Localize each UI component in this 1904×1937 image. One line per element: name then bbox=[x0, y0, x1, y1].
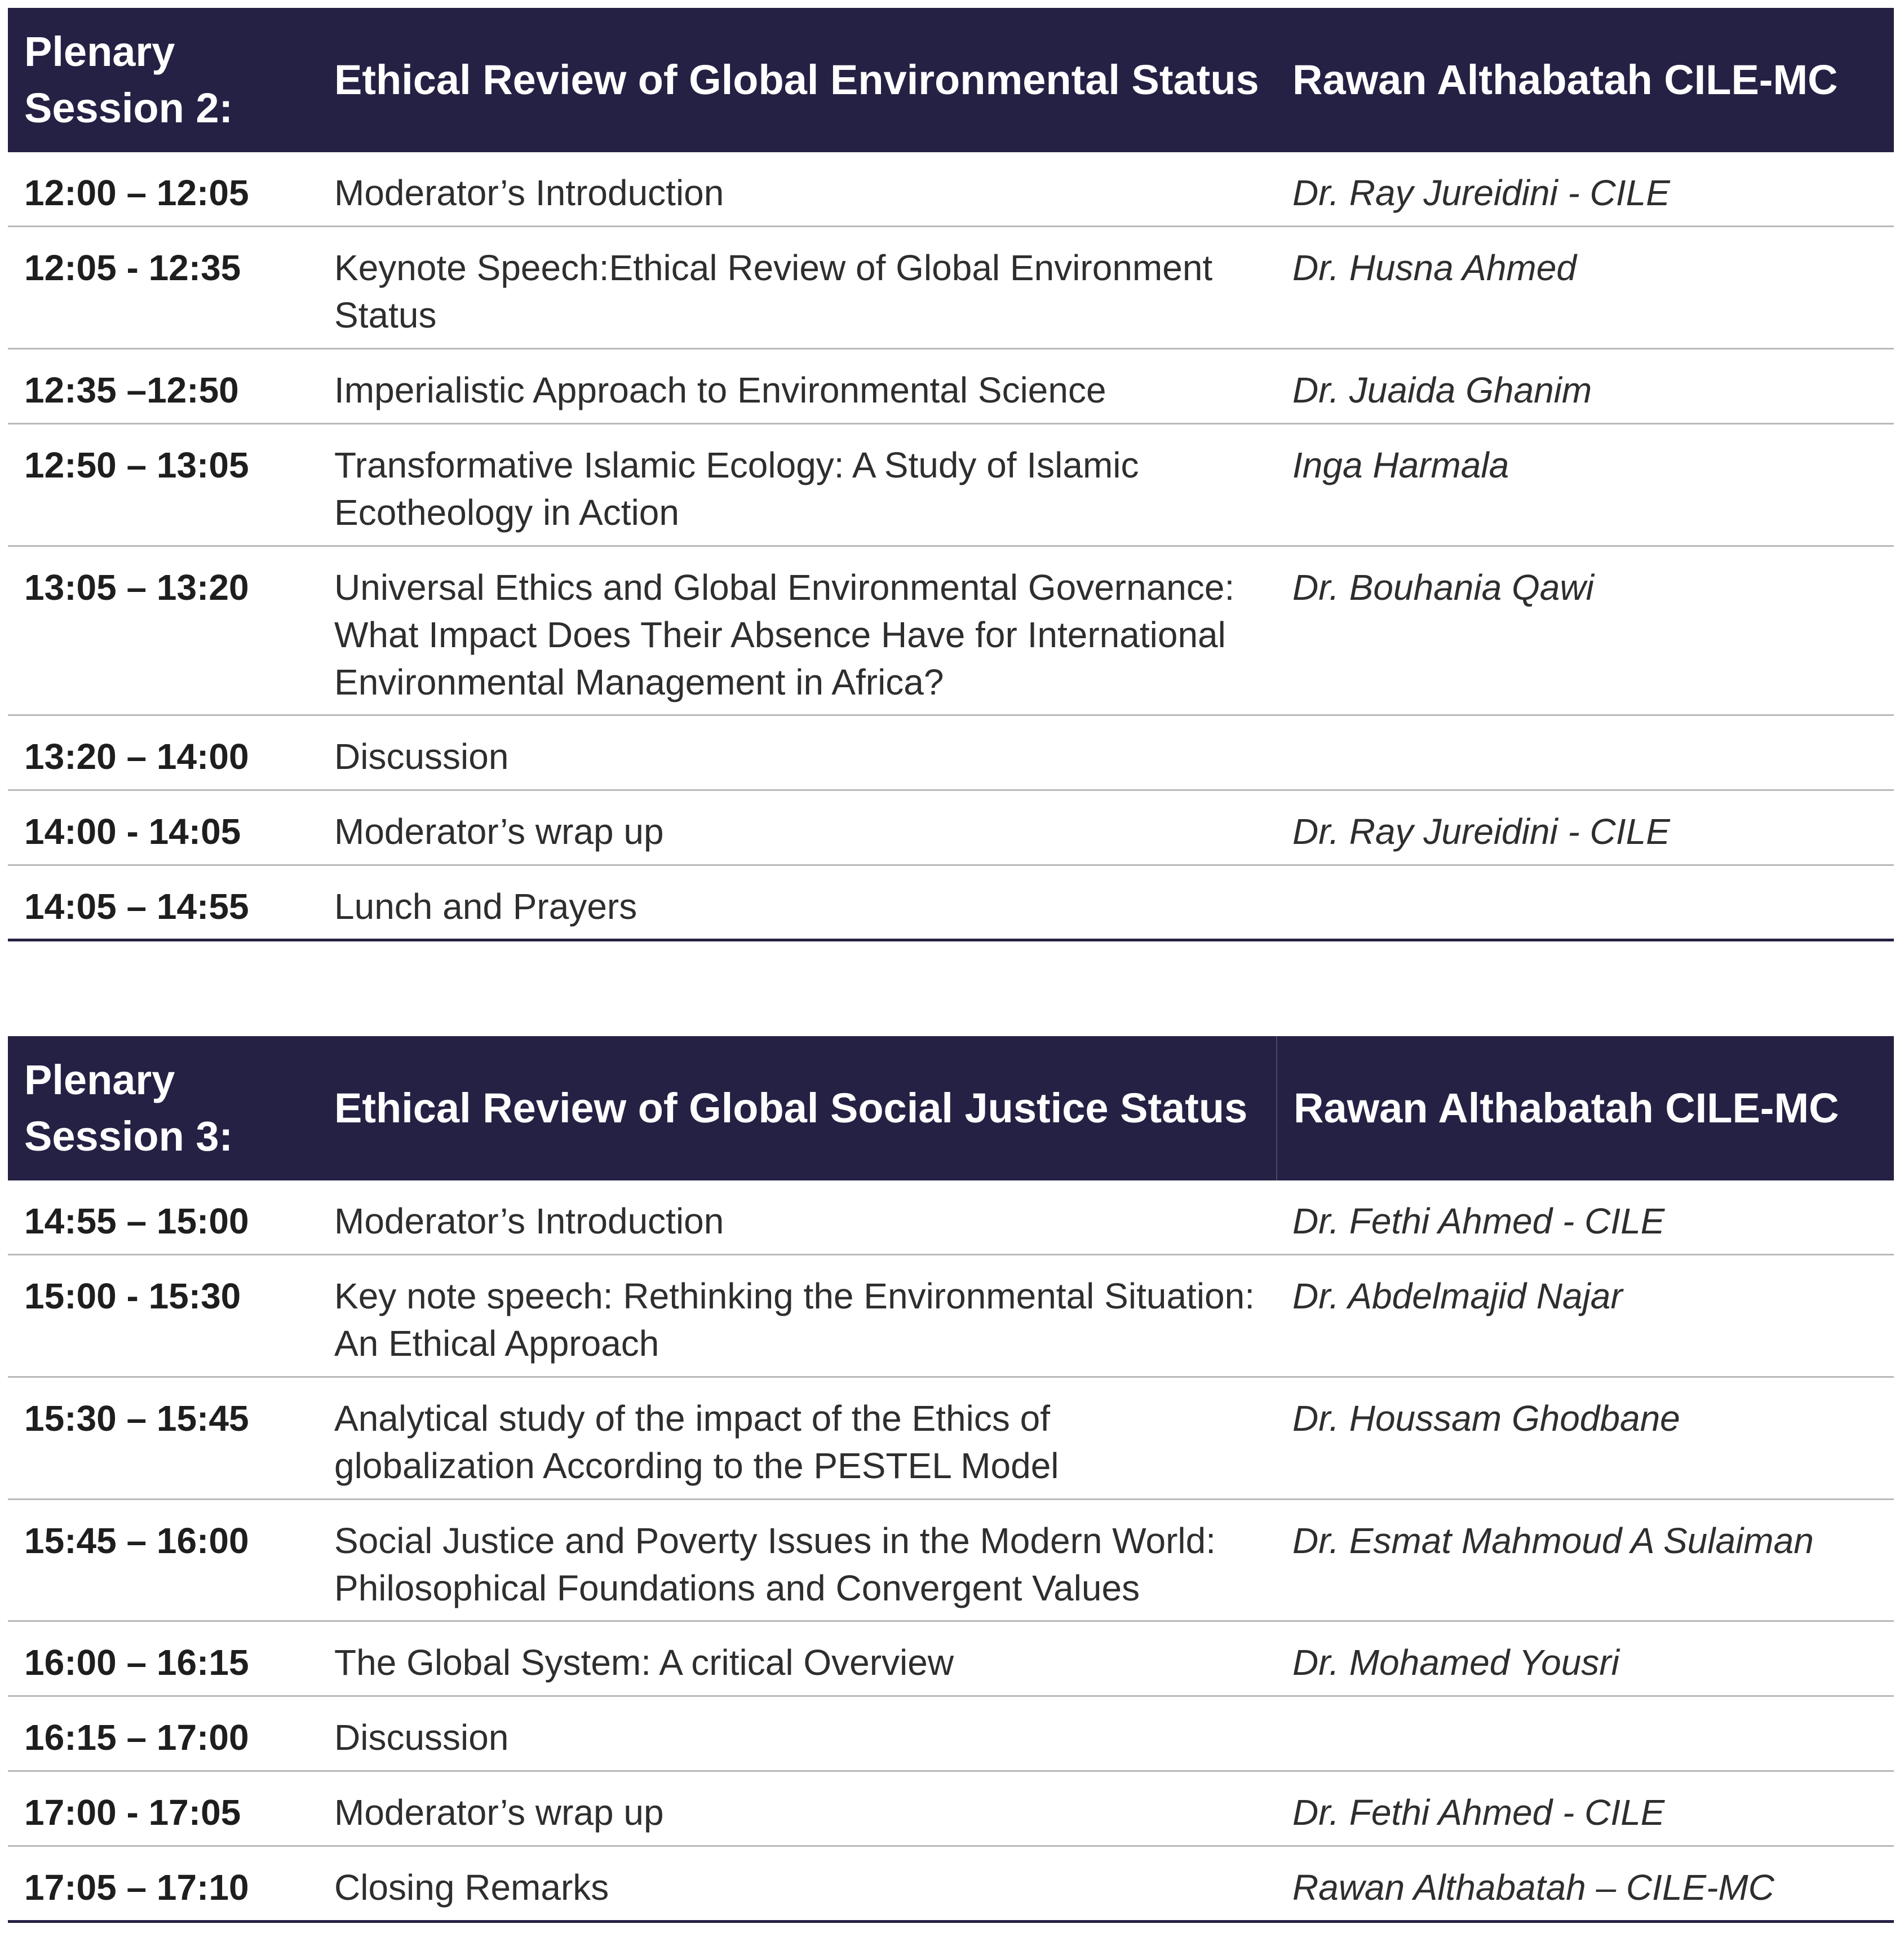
row-speaker: Dr. Houssam Ghodbane bbox=[1292, 1398, 1680, 1439]
table-row bbox=[8, 866, 1894, 941]
row-time: 15:30 – 15:45 bbox=[24, 1398, 249, 1439]
row-topic: Moderator’s Introduction bbox=[334, 1201, 724, 1241]
row-topic: Moderator’s wrap up bbox=[334, 811, 664, 852]
row-speaker: Dr. Husna Ahmed bbox=[1292, 247, 1577, 288]
row-time: 12:00 – 12:05 bbox=[24, 173, 249, 213]
row-speaker: Inga Harmala bbox=[1292, 445, 1509, 485]
table-row bbox=[8, 350, 1894, 424]
row-topic: Moderator’s wrap up bbox=[334, 1792, 664, 1833]
row-speaker: Dr. Fethi Ahmed - CILE bbox=[1292, 1201, 1665, 1241]
row-speaker: Dr. Fethi Ahmed - CILE bbox=[1292, 1792, 1665, 1833]
row-topic: Universal Ethics and Global Environmental Governance: What Impact Does Their Absence Have for International Environmental Management in Africa? bbox=[334, 567, 1235, 702]
row-topic: The Global System: A critical Overview bbox=[334, 1642, 954, 1683]
row-topic: Analytical study of the impact of the Ethics of globalization According to the PESTEL Model bbox=[334, 1398, 1059, 1486]
session-title: Ethical Review of Global Social Justice Status bbox=[334, 1085, 1248, 1131]
row-time: 12:50 – 13:05 bbox=[24, 445, 249, 485]
row-time: 14:00 - 14:05 bbox=[24, 811, 241, 852]
row-speaker: Dr. Ray Jureidini - CILE bbox=[1292, 811, 1670, 852]
table-row bbox=[8, 1847, 1894, 1923]
row-time: 14:55 – 15:00 bbox=[24, 1201, 249, 1241]
session-title: Ethical Review of Global Environmental Status bbox=[334, 56, 1259, 103]
row-topic: Moderator’s Introduction bbox=[334, 173, 724, 213]
table-row bbox=[8, 1180, 1894, 1255]
table-row bbox=[8, 1622, 1894, 1697]
table-row bbox=[8, 791, 1894, 866]
row-topic: Closing Remarks bbox=[334, 1867, 609, 1908]
row-time: 13:05 – 13:20 bbox=[24, 567, 249, 608]
row-time: 15:45 – 16:00 bbox=[24, 1520, 249, 1561]
session-label: Plenary Session 2: bbox=[24, 28, 233, 131]
table-row bbox=[8, 1772, 1894, 1847]
row-topic: Lunch and Prayers bbox=[334, 886, 637, 927]
row-topic: Discussion bbox=[334, 1717, 509, 1758]
row-speaker: Dr. Mohamed Yousri bbox=[1292, 1642, 1619, 1683]
row-speaker: Dr. Bouhania Qawi bbox=[1292, 567, 1594, 608]
row-time: 13:20 – 14:00 bbox=[24, 736, 249, 777]
table-row bbox=[8, 1697, 1894, 1772]
session-moderator: Rawan Althabatah CILE-MC bbox=[1292, 56, 1838, 103]
table-row bbox=[8, 716, 1894, 791]
row-topic: Key note speech: Rethinking the Environmental Situation: An Ethical Approach bbox=[334, 1276, 1255, 1364]
row-time: 12:05 - 12:35 bbox=[24, 247, 241, 288]
table-row bbox=[8, 1500, 1894, 1622]
row-speaker: Dr. Esmat Mahmoud A Sulaiman bbox=[1292, 1520, 1814, 1561]
row-speaker: Dr. Ray Jureidini - CILE bbox=[1292, 173, 1670, 213]
session-header bbox=[8, 1036, 1894, 1180]
row-topic: Social Justice and Poverty Issues in the Modern World: Philosophical Foundations and Convergent Values bbox=[334, 1520, 1216, 1608]
row-topic: Discussion bbox=[334, 736, 509, 777]
session-3-table bbox=[8, 1036, 1894, 1923]
row-speaker: Dr. Abdelmajid Najar bbox=[1292, 1276, 1623, 1316]
session-2-table bbox=[8, 8, 1894, 941]
row-topic: Imperialistic Approach to Environmental Science bbox=[334, 370, 1106, 410]
row-time: 16:00 – 16:15 bbox=[24, 1642, 249, 1683]
row-speaker bbox=[1276, 883, 1894, 926]
row-time: 12:35 –12:50 bbox=[24, 370, 239, 410]
row-speaker bbox=[1276, 1714, 1894, 1758]
session-label: Plenary Session 3: bbox=[24, 1056, 233, 1160]
session-header bbox=[8, 8, 1894, 152]
row-time: 17:00 - 17:05 bbox=[24, 1792, 241, 1833]
table-row bbox=[8, 424, 1894, 547]
table-row bbox=[8, 152, 1894, 227]
row-speaker: Dr. Juaida Ghanim bbox=[1292, 370, 1592, 410]
row-time: 15:00 - 15:30 bbox=[24, 1276, 241, 1316]
row-topic: Transformative Islamic Ecology: A Study of Islamic Ecotheology in Action bbox=[334, 445, 1139, 533]
session-moderator: Rawan Althabatah CILE-MC bbox=[1276, 1036, 1894, 1180]
table-row bbox=[8, 1378, 1894, 1500]
row-topic: Keynote Speech:Ethical Review of Global Environment Status bbox=[334, 247, 1213, 335]
row-speaker: Rawan Althabatah – CILE-MC bbox=[1292, 1867, 1774, 1908]
row-time: 17:05 – 17:10 bbox=[24, 1867, 249, 1908]
row-time: 14:05 – 14:55 bbox=[24, 886, 249, 927]
row-speaker bbox=[1276, 733, 1894, 777]
table-row bbox=[8, 227, 1894, 350]
table-row bbox=[8, 547, 1894, 716]
table-row bbox=[8, 1255, 1894, 1378]
row-time: 16:15 – 17:00 bbox=[24, 1717, 249, 1758]
